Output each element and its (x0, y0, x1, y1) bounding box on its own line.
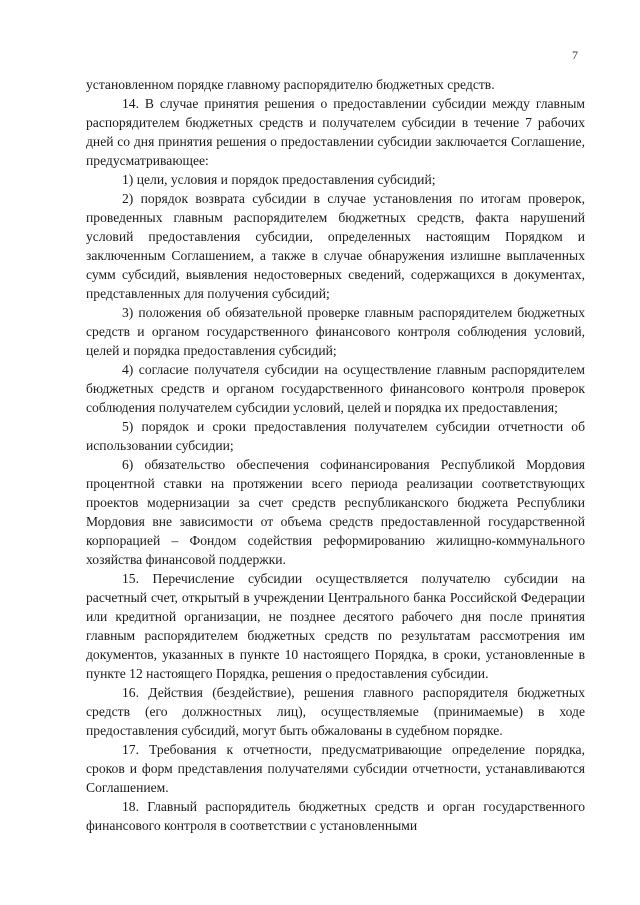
list-item: 6) обязательство обеспечения софинансирования Республикой Мордовия процентной ставки на протяжении всего периода реализации соответствующих проектов модернизации за счет средств республиканского бюджета Республики Мордовия вне зависимости от объема средств предоставленной государственной корпорацией – Фондом содействия реформированию жилищно-коммунального хозяйства финансовой поддержки. (86, 457, 585, 567)
paragraph: 18. Главный распорядитель бюджетных средств и орган государственного финансового контроля в соответствии с установленными (86, 799, 585, 833)
paragraph: 14. В случае принятия решения о предоставлении субсидии между главным распорядителем бюджетных средств и получателем субсидии в течение 7 рабочих дней со дня принятия решения о предоставлении субсидии заключается Соглашение, предусматривающее: (86, 96, 585, 168)
paragraph: 16. Действия (бездействие), решения главного распорядителя бюджетных средств (его должностных лиц), осуществляемые (принимаемые) в ходе предоставления субсидий, могут быть обжалованы в судебном порядке. (86, 685, 585, 738)
paragraph: 17. Требования к отчетности, предусматривающие определение порядка, сроков и форм представления получателями субсидии отчетности, устанавливаются Соглашением. (86, 742, 585, 795)
list-item: 5) порядок и сроки предоставления получателем субсидии отчетности об использовании субсидии; (86, 419, 585, 453)
paragraph: 15. Перечисление субсидии осуществляется получателю субсидии на расчетный счет, открытый в учреждении Центрального банка Российской Федерации или кредитной организации, не позднее десятого рабочего дня после принятия главным распорядителем бюджетных средств по результатам рассмотрения им документов, указанных в пункте 10 настоящего Порядка, в сроки, установленные в пункте 12 настоящего Порядка, решения о предоставления субсидии. (86, 571, 585, 681)
paragraph: установленном порядке главному распорядителю бюджетных средств. (86, 77, 495, 92)
list-item: 4) согласие получателя субсидии на осуществление главным распорядителем бюджетных средств и органом государственного финансового контроля проверок соблюдения получателем субсидии условий, целей и порядка их предоставления; (86, 362, 585, 415)
list-item: 3) положения об обязательной проверке главным распорядителем бюджетных средств и органом государственного финансового контроля соблюдения условий, целей и порядка предоставления субсидий; (86, 305, 585, 358)
list-item: 1) цели, условия и порядок предоставления субсидий; (122, 172, 436, 187)
document-body (86, 75, 585, 835)
page-number: 7 (572, 48, 578, 62)
list-item: 2) порядок возврата субсидии в случае установления по итогам проверок, проведенных главным распорядителем бюджетных средств, факта нарушений условий предоставления субсидии, определенных настоящим Порядком и заключенным Соглашением, а также в случае обнаружения излишне выплаченных сумм субсидий, выявления недостоверных сведений, содержащихся в документах, представленных для получения субсидий; (86, 191, 585, 301)
